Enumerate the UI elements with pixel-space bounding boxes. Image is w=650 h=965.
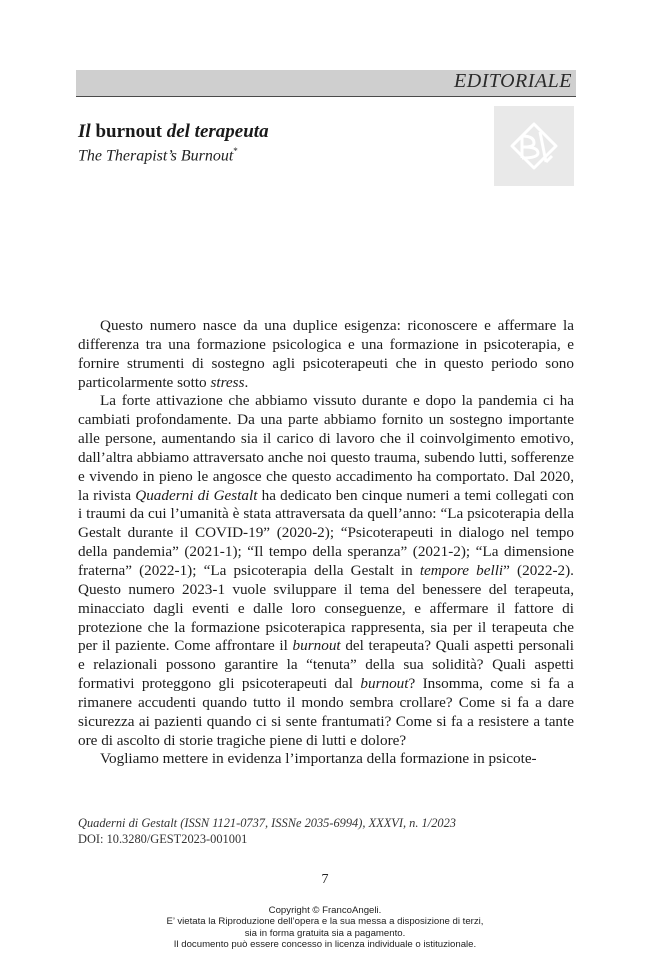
journal-reference: Quaderni di Gestalt (ISSN 1121-0737, ISSNe 2035-6994), XXXVI, n. 1/2023 [78, 816, 456, 830]
copyright-notice [0, 905, 650, 951]
article-body [78, 317, 574, 769]
paragraph-2-text-c: ” (2022-2). Questo numero 2023-1 vuole sviluppare il tema del benessere del terapeuta, minacciato dagli eventi e dalle loro conseguenze, e affermare il fattore di protezione che la formazione psicoterapica rappresenta, sia per il terapeuta che per il paziente. Come affrontare il [78, 561, 574, 655]
paragraph-2-text-d: del terapeuta? Quali aspetti personali e relazionali possono garantire la “tenuta” della sua solidità? Quali aspetti formativi proteggono gli psicoterapeuti dal [78, 637, 575, 693]
title-italic-lead: Il [78, 121, 91, 142]
burnout-emphasis-1: burnout [292, 637, 341, 655]
copyright-line-1: Copyright © FrancoAngeli. [268, 905, 382, 916]
paragraph-1-end: . [244, 373, 249, 391]
paragraph-1 [78, 317, 574, 392]
paragraph-1-emphasis: stress [210, 373, 245, 391]
burnout-emphasis-2: burnout [360, 675, 409, 693]
page-number: 7 [321, 872, 329, 887]
journal-monogram-icon [494, 106, 574, 186]
section-label: EDITORIALE [454, 70, 572, 92]
paragraph-3: Vogliamo mettere in evidenza l’importanza della formazione in psicote- [100, 750, 537, 768]
journal-name-emphasis: Quaderni di Gestalt [135, 486, 258, 504]
footnote-marker: * [233, 146, 238, 156]
copyright-line-2: E’ vietata la Riproduzione dell’opera e la sua messa a disposizione di terzi, [166, 916, 484, 928]
section-header-band [76, 70, 576, 97]
copyright-line-3: sia in forma gratuita sia a pagamento. [244, 927, 406, 939]
paragraph-2-text-e: ? Insomma, come si fa a rimanere accudenti quando tutto il mondo sembra crollare? Come si fa a dare sicurezza ai pazienti quando ci si sente frantumati? Come si fa a resistere a tante ore di ascolto di storie tragiche piene di lutti e dolore? [78, 675, 575, 749]
article-title [78, 121, 269, 143]
title-bold-word: burnout [90, 121, 167, 142]
paragraph-2-text-b: ha dedicato ben cinque numeri a temi collegati con i traumi da cui l’umanità è stata attraversata da quell’anno: “La psicoterapia della Gestalt durante il COVID-19” (2020-2); “Psicoterapeuti in dialogo nel tempo della pandemia” (2021-1); “Il tempo della speranza” (2021-2); “La dimensione fraterna” (2022-1); “La psicoterapia della Gestalt in [78, 486, 574, 579]
tempore-belli-emphasis: tempore belli [419, 561, 504, 579]
article-subtitle [78, 146, 238, 165]
doi-line: DOI: 10.3280/GEST2023-001001 [78, 832, 248, 846]
paragraph-1-text: Questo numero nasce da una duplice esigenza: riconoscere e affermare la differenza tra una formazione psicologica e una formazione in psicoterapia, e fornire strumenti di sostegno agli psicoterapeuti che in questo periodo sono particolarmente sotto [78, 317, 574, 391]
paragraph-2 [78, 392, 574, 750]
copyright-line-4: Il documento può essere concesso in licenza individuale o istituzionale. [173, 939, 477, 951]
paragraph-2-text-a: La forte attivazione che abbiamo vissuto durante e dopo la pandemia ci ha cambiati profondamente. Da una parte abbiamo fornito un sostegno importante alle persone, aumentando sia il carico di lavoro che il coinvolgimento emotivo, dall’altra abbiamo attraversato anche noi questo trauma, subendo lutti, sofferenze e vivendo in pieno le angosce che questo accadimento ha comportato. Dal 2020, la rivista [78, 392, 574, 504]
subtitle-text: The Therapist’s Burnout [78, 147, 234, 165]
journal-monogram-graphic [494, 106, 574, 186]
title-italic-tail: del terapeuta [166, 121, 269, 142]
